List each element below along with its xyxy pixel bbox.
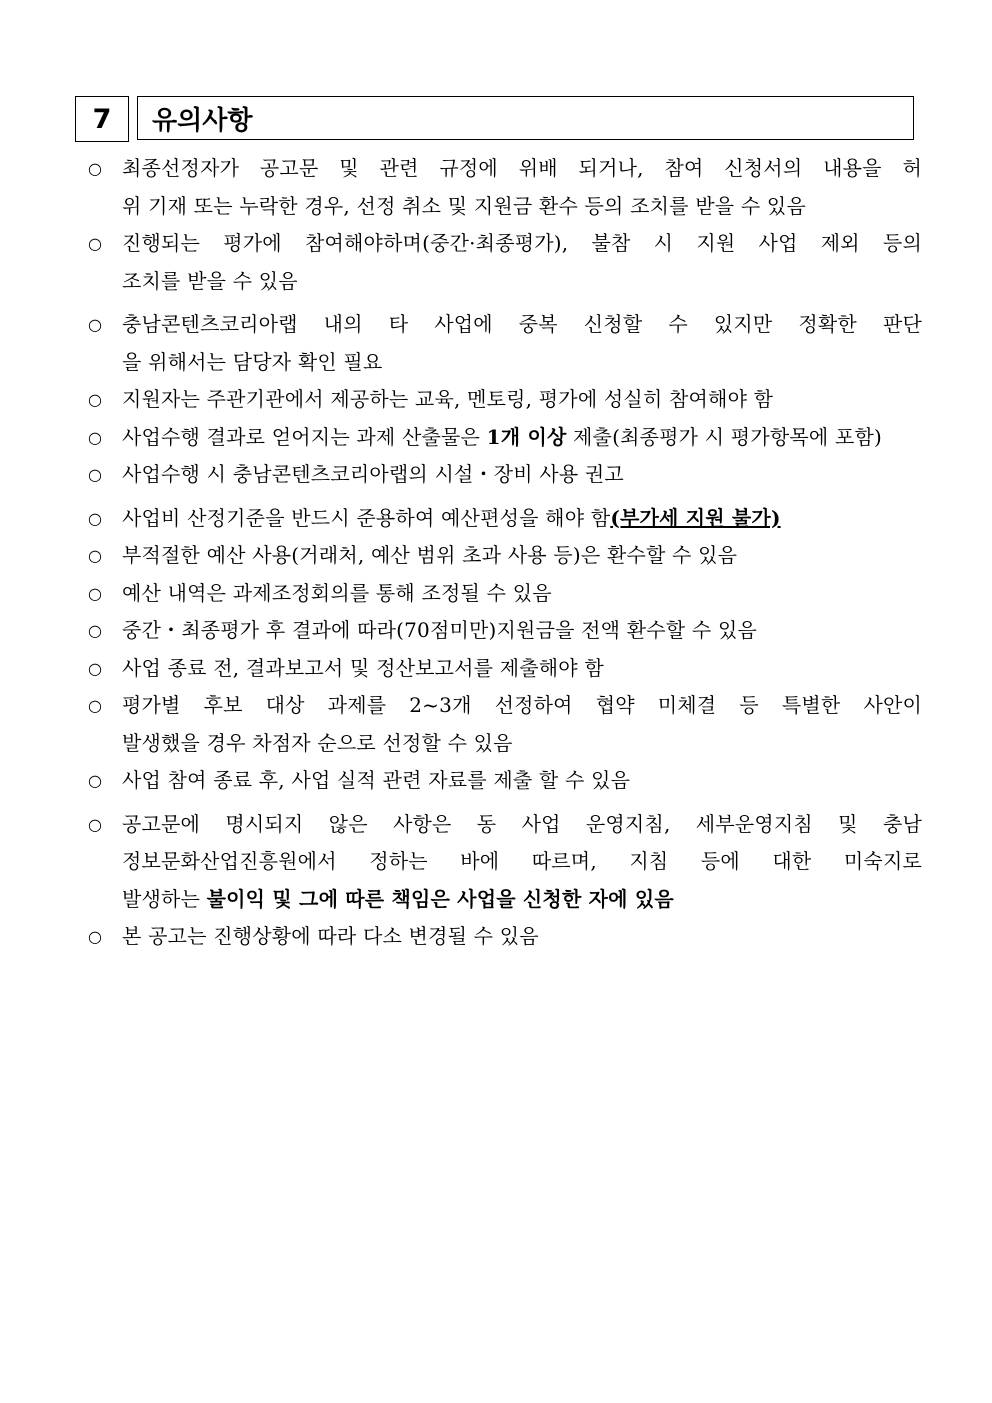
list-item: [88, 500, 922, 538]
item-text: 사업비 산정기준을 반드시 준용하여 예산편성을 해야 함: [122, 505, 611, 530]
item-emphasis: 1개 이상: [486, 424, 567, 449]
bullet-circle-icon: ○: [88, 927, 103, 946]
list-item: [88, 918, 922, 956]
item-text: 발생하는: [122, 886, 207, 911]
list-item: [88, 381, 922, 419]
bullet-circle-icon: ○: [88, 621, 103, 640]
item-text: 최종선정자가 공고문 및 관련 규정에 위배 되거나, 참여 신청서의 내용을 허: [122, 156, 922, 180]
list-item: [88, 687, 922, 762]
item-text: 사업 종료 전, 결과보고서 및 정산보고서를 제출해야 함: [122, 655, 604, 680]
bullet-circle-icon: ○: [88, 234, 103, 253]
bullet-circle-icon: ○: [88, 696, 103, 715]
bullet-circle-icon: ○: [88, 159, 103, 178]
item-text: 본 공고는 진행상황에 따라 다소 변경될 수 있음: [122, 924, 539, 948]
bullet-circle-icon: ○: [88, 508, 103, 528]
item-text: 조치를 받을 수 있음: [122, 268, 298, 293]
notice-list: [88, 150, 922, 956]
list-item: [88, 225, 922, 300]
bullet-circle-icon: ○: [88, 583, 103, 603]
item-text: 제출(최종평가 시 평가항목에 포함): [566, 424, 882, 449]
bullet-circle-icon: ○: [88, 814, 103, 834]
bullet-circle-icon: ○: [88, 465, 103, 484]
item-text: 사업수행 시 충남콘텐츠코리아랩의 시설・장비 사용 권고: [122, 462, 624, 486]
list-item: [88, 762, 922, 800]
item-text: 평가별 후보 대상 과제를 2~3개 선정하여 협약 미체결 등 특별한 사안이: [122, 693, 922, 717]
bullet-circle-icon: ○: [88, 390, 103, 409]
list-item: [88, 612, 922, 650]
list-item: [88, 150, 922, 225]
item-emphasis-underlined: (부가세 지원 불가): [610, 505, 781, 530]
item-text: 을 위해서는 담당자 확인 필요: [122, 349, 383, 374]
item-emphasis: 불이익 및 그에 따른 책임은 사업을 신청한 자에 있음: [206, 886, 674, 911]
item-text: 진행되는 평가에 참여해야하며(중간·최종평가), 불참 시 지원 사업 제외 등의: [122, 231, 922, 255]
list-item: [88, 806, 922, 919]
item-text: 사업 참여 종료 후, 사업 실적 관련 자료를 제출 할 수 있음: [122, 768, 631, 792]
list-item: [88, 650, 922, 688]
item-text: 정보문화산업진흥원에서 정하는 바에 따르며, 지침 등에 대한 미숙지로: [122, 849, 922, 873]
list-item: [88, 537, 922, 575]
section-number: 7: [75, 96, 129, 142]
section-header: [75, 96, 916, 142]
list-item: [88, 456, 922, 494]
bullet-circle-icon: ○: [88, 771, 103, 790]
item-text: 충남콘텐츠코리아랩 내의 타 사업에 중복 신청할 수 있지만 정확한 판단: [122, 312, 922, 336]
bullet-circle-icon: ○: [88, 427, 103, 447]
item-text: 지원자는 주관기관에서 제공하는 교육, 멘토링, 평가에 성실히 참여해야 함: [122, 387, 774, 411]
item-text: 사업수행 결과로 얻어지는 과제 산출물은: [122, 424, 487, 449]
item-text: 공고문에 명시되지 않은 사항은 동 사업 운영지침, 세부운영지침 및 충남: [122, 811, 922, 836]
bullet-circle-icon: ○: [88, 658, 103, 678]
item-text: 중간・최종평가 후 결과에 따라(70점미만)지원금을 전액 환수할 수 있음: [122, 618, 757, 642]
list-item: [88, 306, 922, 381]
bullet-circle-icon: ○: [88, 546, 103, 565]
section-title: 유의사항: [137, 96, 914, 140]
list-item: [88, 575, 922, 613]
item-text: 위 기재 또는 누락한 경우, 선정 취소 및 지원금 환수 등의 조치를 받을 수 있음: [122, 193, 806, 218]
item-text: 부적절한 예산 사용(거래처, 예산 범위 초과 사용 등)은 환수할 수 있음: [122, 543, 738, 567]
item-text: 예산 내역은 과제조정회의를 통해 조정될 수 있음: [122, 580, 552, 605]
item-text: 발생했을 경우 차점자 순으로 선정할 수 있음: [122, 730, 513, 755]
list-item: [88, 419, 922, 457]
bullet-circle-icon: ○: [88, 315, 103, 334]
